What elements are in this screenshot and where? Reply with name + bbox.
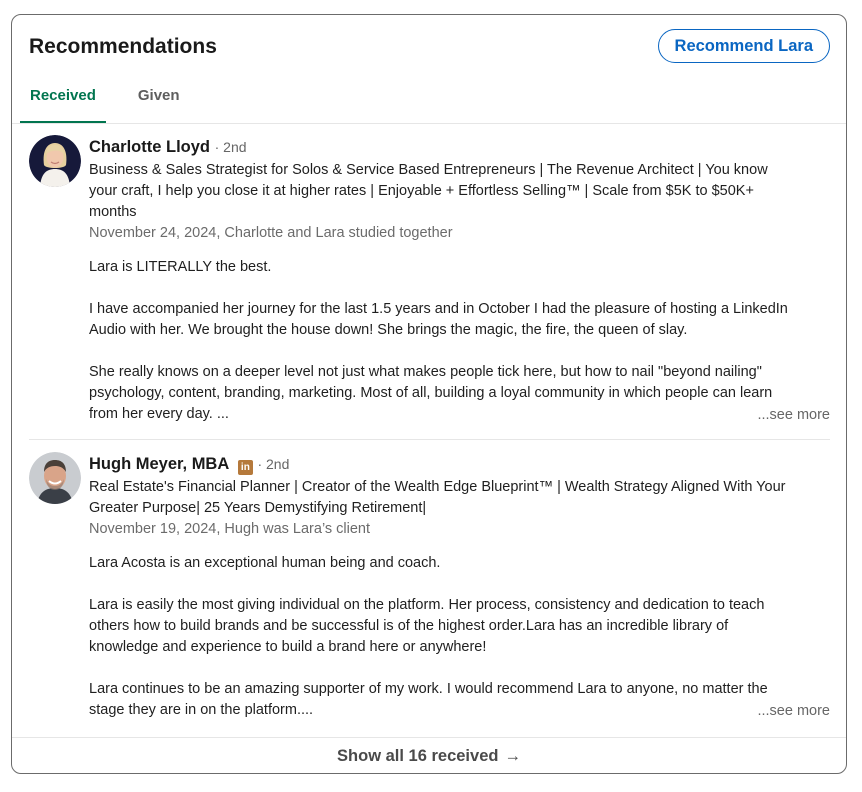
text-line: stage they are in on the platform....	[89, 702, 314, 718]
section-title: Recommendations	[29, 35, 217, 58]
connection-degree: · 2nd	[257, 456, 290, 472]
see-more-link[interactable]: ...see more	[757, 703, 830, 719]
arrow-right-icon: →	[504, 746, 521, 765]
avatar[interactable]	[29, 452, 81, 504]
recommender-headline	[89, 160, 830, 223]
headline-line: Greater Purpose| 25 Years Demystifying Retirement|	[89, 500, 427, 516]
text-line: Lara Acosta is an exceptional human being and coach.	[89, 555, 441, 571]
show-all-label: Show all 16 received	[337, 746, 499, 765]
tab-received[interactable]: Received	[20, 79, 106, 123]
linkedin-premium-icon: in	[238, 460, 253, 475]
see-more-link[interactable]: ...see more	[757, 407, 830, 423]
recommender-name[interactable]: Hugh Meyer, MBA	[89, 455, 230, 473]
recommendation-meta: November 19, 2024, Hugh was Lara’s client	[89, 521, 371, 537]
text-line: knowledge and experience to build a brand here or anywhere!	[89, 639, 487, 655]
recommend-lara-button[interactable]: Recommend Lara	[658, 29, 830, 63]
recommendation-meta: November 24, 2024, Charlotte and Lara studied together	[89, 225, 453, 241]
tabs	[20, 79, 212, 123]
connection-degree: · 2nd	[214, 139, 247, 155]
avatar[interactable]	[29, 135, 81, 187]
text-line: Lara continues to be an amazing supporter of my work. I would recommend Lara to anyone, no matter the	[89, 681, 768, 697]
recommendation-text	[89, 553, 830, 721]
avatar-charlotte-image	[29, 135, 81, 187]
tab-given[interactable]: Given	[137, 87, 180, 104]
show-all-button[interactable]	[12, 738, 846, 774]
recommender-name[interactable]: Charlotte Lloyd	[89, 138, 211, 156]
text-line: from her every day. ...	[89, 406, 229, 422]
recommendation-text	[89, 257, 830, 425]
recommender-headline	[89, 477, 830, 519]
headline-line: Real Estate's Financial Planner | Creator of the Wealth Edge Blueprint™ | Wealth Strategy Aligned With Your	[89, 479, 786, 495]
recommendations-card	[11, 14, 847, 774]
text-line: Lara is LITERALLY the best.	[89, 259, 272, 275]
text-line: Audio with her. We brought the house down! She brings the magic, the fire, the queen of slay.	[89, 322, 688, 338]
headline-line: your craft, I help you close it at higher rates | Enjoyable + Effortless Selling™ | Scale from $5K to $50K+	[89, 183, 754, 199]
text-line: psychology, content, branding, marketing. Most of all, building a loyal community in which people can learn	[89, 385, 773, 401]
text-line: I have accompanied her journey for the last 1.5 years and in October I had the pleasure of hosting a LinkedIn	[89, 301, 788, 317]
text-line: others how to build brands and be successful is of the highest order.Lara has an incredible library of	[89, 618, 729, 634]
avatar-hugh-image	[29, 452, 81, 504]
tabs-divider	[12, 123, 846, 124]
recommendation-divider	[29, 439, 830, 440]
headline-line: months	[89, 204, 137, 220]
text-line: Lara is easily the most giving individual on the platform. Her process, consistency and dedication to teach	[89, 597, 765, 613]
text-line: She really knows on a deeper level not just what makes people tick here, but how to nail "beyond nailing"	[89, 364, 762, 380]
headline-line: Business & Sales Strategist for Solos & Service Based Entrepreneurs | The Revenue Architect | You know	[89, 162, 768, 178]
